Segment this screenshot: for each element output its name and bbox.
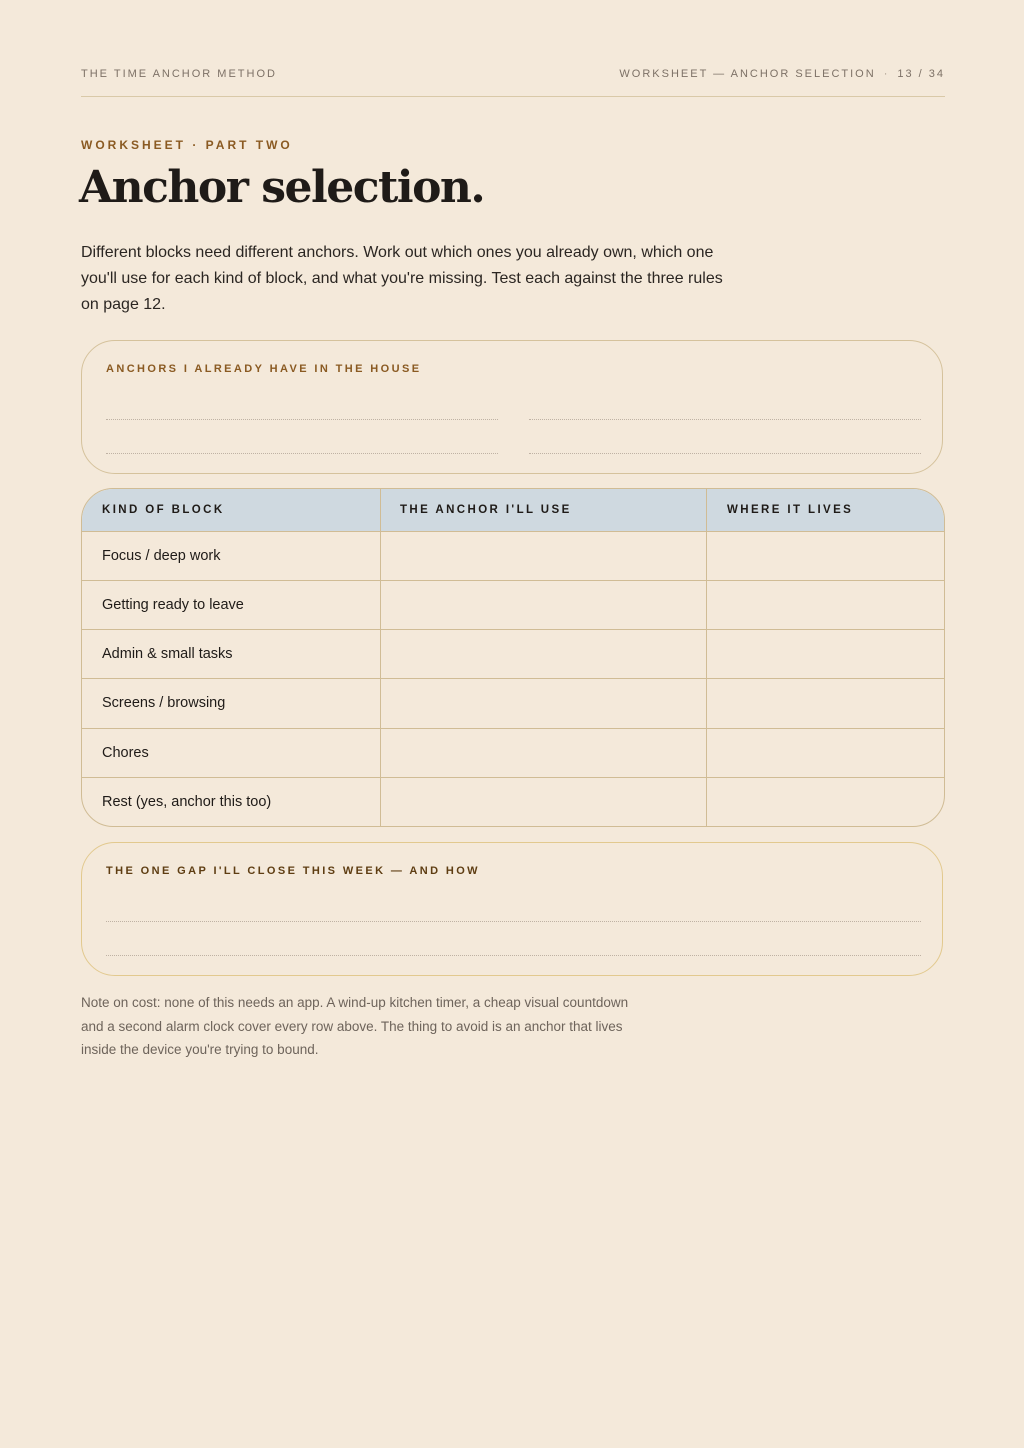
table-row xyxy=(82,678,944,727)
owned-write-line[interactable] xyxy=(529,419,921,420)
column-header-anchor: THE ANCHOR I'LL USE xyxy=(400,504,572,516)
owned-anchors-card xyxy=(81,340,943,474)
owned-write-line[interactable] xyxy=(106,419,498,420)
section-and-page xyxy=(619,68,945,80)
page-title: Anchor selection. xyxy=(79,162,485,213)
row-label: Admin & small tasks xyxy=(102,646,233,662)
row-label: Screens / browsing xyxy=(102,695,226,711)
eyebrow-label: WORKSHEET · PART TWO xyxy=(81,138,293,152)
row-label: Chores xyxy=(102,745,149,761)
intro-paragraph: Different blocks need different anchors. Work out which ones you already own, which one you'll use for each kind of block, and what you're missing. Test each against the three rules on page 12. xyxy=(81,244,723,313)
gap-write-line[interactable] xyxy=(106,921,921,922)
table-row xyxy=(82,531,944,580)
column-divider xyxy=(380,489,381,826)
owned-anchors-label: ANCHORS I ALREADY HAVE IN THE HOUSE xyxy=(106,363,422,375)
column-divider xyxy=(706,489,707,826)
table-header xyxy=(82,489,944,532)
owned-write-line[interactable] xyxy=(106,453,498,454)
table-row xyxy=(82,580,944,629)
column-header-where: WHERE IT LIVES xyxy=(727,504,854,516)
table-row xyxy=(82,728,944,777)
gap-write-line[interactable] xyxy=(106,955,921,956)
cost-note: Note on cost: none of this needs an app. A wind-up kitchen timer, a cheap visual countdown and a second alarm clock cover every row above. The thing to avoid is an anchor that lives inside the device you're trying to bound. xyxy=(81,995,629,1057)
page-number: 13 / 34 xyxy=(897,68,945,80)
header-separator: · xyxy=(883,68,890,80)
anchor-table xyxy=(81,488,945,827)
gap-label: THE ONE GAP I'LL CLOSE THIS WEEK — AND HOW xyxy=(106,865,480,877)
column-header-kind: KIND OF BLOCK xyxy=(102,504,225,516)
section-title: WORKSHEET — ANCHOR SELECTION xyxy=(619,68,876,80)
row-label: Focus / deep work xyxy=(102,548,221,564)
book-title: THE TIME ANCHOR METHOD xyxy=(81,68,277,80)
table-row xyxy=(82,629,944,678)
gap-card xyxy=(81,842,943,976)
running-header xyxy=(81,68,945,97)
owned-write-line[interactable] xyxy=(529,453,921,454)
row-label: Rest (yes, anchor this too) xyxy=(102,794,272,810)
table-row xyxy=(82,777,944,826)
row-label: Getting ready to leave xyxy=(102,597,244,613)
